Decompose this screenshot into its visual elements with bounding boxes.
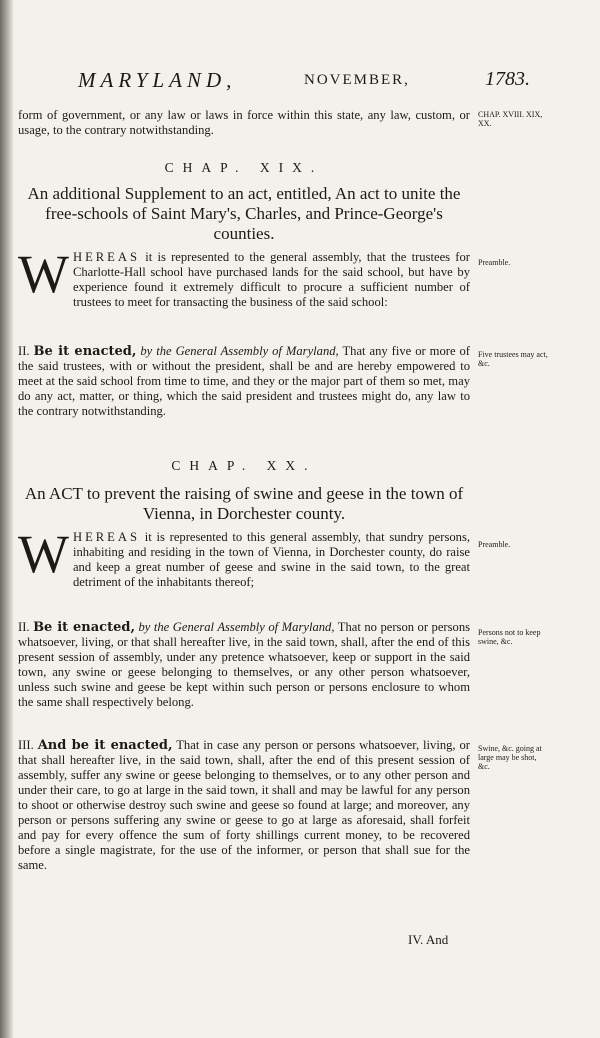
section-text: That no person or persons whatsoever, living, or that shall hereafter live, in the said town, shall, after the end of this present session of assembly, under any pretence whatsoever, keep or support in the said town, any swine or geese belonging to themselves, or any other person whatsoever, unless such swine and geese be kept within such person or persons enclosure to whom the same shall respectively belong. xyxy=(18,620,471,709)
section-text: That in case any person or persons whatsoever, living, or that shall hereafter live, in the said town, shall, after the end of this present session of assembly, suffer any swine or geese belonging to themselves, or to any other person and under their care, to go at large in the said town, it shall and may be lawful for any person to shoot or otherwise destroy such swine and geese so found at large; and moreover, any person or persons suffering any swine or geese to go at large as aforesaid, shall forfeit and pay for every offence the sum of forty shillings current money, to be recovered before a single magistrate, for the use of the informer, or person that shall sue for the same. xyxy=(18,738,471,872)
margin-note-preamble: Preamble. xyxy=(478,540,511,549)
drop-cap: W xyxy=(18,244,69,304)
header-month: NOVEMBER, xyxy=(304,72,410,88)
chap20-preamble xyxy=(18,524,470,590)
chap20-title: An ACT to prevent the raising of swine and geese in the town of Vienna, in Dorchester county. xyxy=(24,484,464,523)
preamble-text: it is represented to this general assembly, that sundry persons, inhabiting and residing in the town of Vienna, in Dorchester county, do raise and keep a great number of geese and swine in the said town, to the great detriment of the inhabitants thereof; xyxy=(72,530,470,589)
margin-note-chapters: CHAP. XVIII. XIX, XX. xyxy=(478,110,543,128)
running-header xyxy=(78,68,530,98)
chap20-heading: CHAP. XX. xyxy=(171,458,317,473)
preamble-text: it is represented to the general assembly, that the trustees for Charlotte-Hall school have purchased lands for the said school, but have by experience found it extremely difficult to procure a sufficient number of trustees to meet for transacting the business of the said school: xyxy=(72,250,470,309)
margin-note-trustees: Five trustees may act, &c. xyxy=(478,350,548,368)
margin-note-persons: Persons not to keep swine, &c. xyxy=(478,628,541,646)
chap19-section-2 xyxy=(18,344,470,419)
enacting-clause: And be it enacted, xyxy=(37,738,173,753)
chap20-section-2 xyxy=(18,620,470,710)
chap19-heading: CHAP. XIX. xyxy=(164,160,324,175)
binding-gutter xyxy=(0,0,14,1038)
section-text: That any five or more of the said trustees, with or without the president, shall be and are hereby empowered to meet at the said school from time to time, and they or the major part of them so met, may do any act, matter, or thing, which the said president and trustees might do, any law to the contrary notwithstanding. xyxy=(18,344,471,418)
header-year: 1783. xyxy=(485,68,530,90)
header-state: MARYLAND, xyxy=(78,68,237,92)
section-number: II. xyxy=(18,344,30,358)
margin-note-preamble: Preamble. xyxy=(478,258,511,267)
enacting-clause: Be it enacted, xyxy=(33,620,135,635)
section-number: III. xyxy=(18,738,34,752)
assembly-clause: by the General Assembly of Maryland, xyxy=(138,620,335,634)
whereas-word: HEREAS xyxy=(72,530,140,544)
catchword: IV. And xyxy=(408,932,449,947)
chap19-preamble xyxy=(18,244,470,310)
whereas-word: HEREAS xyxy=(72,250,140,264)
assembly-clause: by the General Assembly of Maryland, xyxy=(140,344,339,358)
drop-cap: W xyxy=(18,524,69,584)
section-number: II. xyxy=(18,620,30,634)
enacting-clause: Be it enacted, xyxy=(33,344,137,359)
carryover-text: form of government, or any law or laws in force within this state, any law, custom, or usage, to the contrary notwithstanding. xyxy=(18,108,470,137)
margin-note-swine: Swine, &c. going at large may be shot, &c. xyxy=(478,744,542,771)
chap20-section-3 xyxy=(18,738,470,873)
chap19-title: An additional Supplement to an act, entitled, An act to unite the free-schools of Saint Mary's, Charles, and Prince-George's counties. xyxy=(27,184,461,243)
